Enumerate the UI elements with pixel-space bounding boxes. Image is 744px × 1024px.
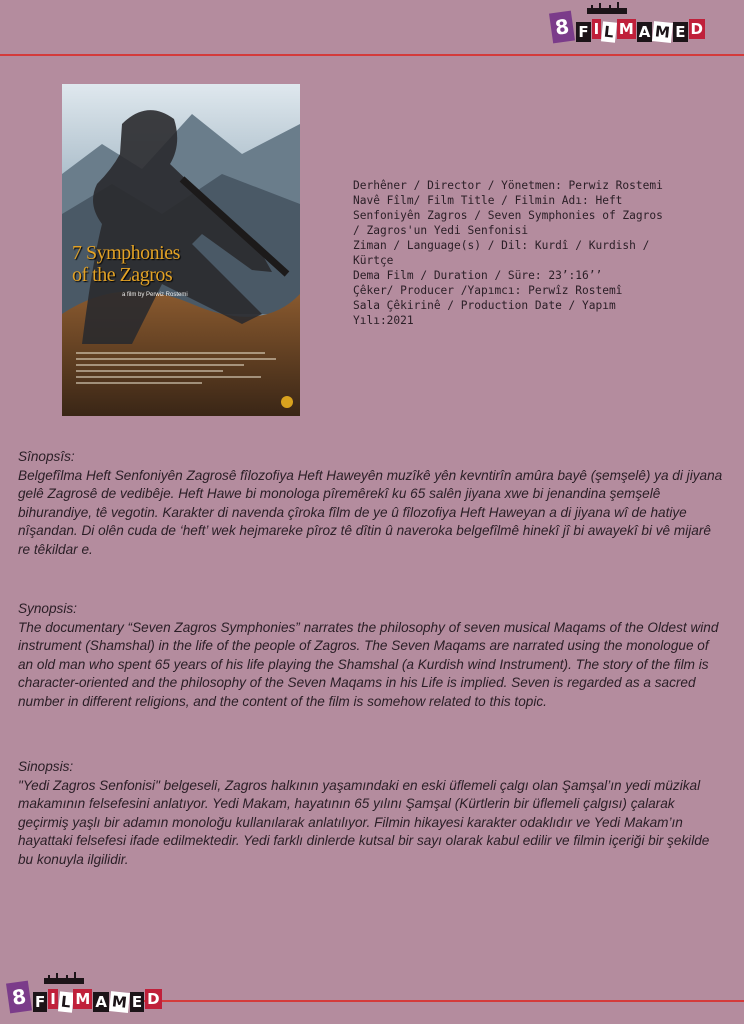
logo-number: 8 — [6, 981, 32, 1014]
synopsis-turkish-heading: Sinopsis: — [18, 759, 74, 774]
synopsis-english-heading: Synopsis: — [18, 601, 77, 616]
castle-icon — [587, 2, 627, 14]
synopsis-kurdish-text: Belgefîlma Heft Senfoniyên Zagrosê fîlozofiya Heft Haweyên muzîkê yên kevntirîn amûra bayê (şemşelê) ya di jiyana gelê Zagrosê de vedibêje. Heft Hawe bi monologa pîremêrekî ku 65 salên jiyana xwe bi jenandina şemşelê bihurandiye, tê vegotin. Karakter di navenda çîroka fîlm de ye û fîlozofiya Heft Haweyan a di jiyana wî de hatiye nîşandan. Di olên cuda de ‘heft’ wek hejmareke pîroz tê dîtin û naveroka belgefîlmê hinekî jî bi awayekî bi vê mijarê re têkildar e. — [18, 467, 723, 557]
poster-subtitle: a film by Perwiz Rostemi — [122, 292, 188, 298]
filmamed-logo-top — [551, 6, 706, 42]
poster-credits — [76, 352, 286, 388]
production-date-line: Sala Çêkirinê / Production Date / Yapım Yılı:2021 — [353, 299, 616, 327]
bottom-divider — [140, 1000, 744, 1002]
synopsis-english-text: The documentary “Seven Zagros Symphonies” narrates the philosophy of seven musical Maqams of the Oldest wind instrument (Shamshal) in the life of the people of Zagros. The Seven Maqams are narrated using the monologue of an old man who spent 65 years of his life playing the Shamshal (a Kurdish wind Instrument). The story of the film is character-oriented and the philosophy of the Seven Maqams in his Life is implied. Seven is regarded as a sacred number in different religions, and the content of the film is somehow related to this topic. — [18, 619, 719, 709]
filmamed-logo-bottom — [8, 976, 163, 1012]
synopsis-turkish — [18, 758, 723, 870]
synopsis-turkish-text: "Yedi Zagros Senfonisi" belgeseli, Zagros halkının yaşamındaki en eski üflemeli çalgı olan Şamşal’ın yedi müzikal makamının felsefesini anlatıyor. Yedi Makam, hayatının 65 yılını Şamşal (Kürtlerin bir üflemeli çalgısı) çalarak geçirmiş yaşlı bir adamın monoloğu kullanılarak anlatılıyor. Filmin hikayesi karakter odaklıdır ve Yedi Makam’ın hayattaki felsefesi ifade edilmektedir. Yedi farklı dinlerde kutsal bir sayı olarak kabul edilir ve filmin içeriği bir şekilde bu konuyla ilgilidir. — [18, 777, 710, 867]
film-poster — [62, 84, 300, 416]
language-line: Ziman / Language(s) / Dil: Kurdî / Kurdish / Kürtçe — [353, 239, 650, 267]
synopsis-kurdish-heading: Sînopsîs: — [18, 449, 75, 464]
director-line: Derhêner / Director / Yönetmen: Perwiz Rostemi — [353, 179, 663, 192]
duration-line: Dema Film / Duration / Süre: 23’:16’’ — [353, 269, 603, 282]
film-title-line: Navê Fîlm/ Film Title / Filmin Adı: Heft Senfoniyên Zagros / Seven Symphonies of Zagros / Zagros'un Yedi Senfonisi — [353, 194, 663, 237]
logo-wordmark: F I L M A M E D — [35, 990, 160, 1012]
producer-line: Çêker/ Producer /Yapımcı: Perwîz Rostemî — [353, 284, 623, 297]
castle-icon — [44, 972, 84, 984]
poster-title: 7 Symphonies of the Zagros — [72, 242, 180, 286]
synopsis-english — [18, 600, 723, 712]
top-divider — [0, 54, 744, 56]
logo-number: 8 — [549, 11, 575, 44]
synopsis-kurdish — [18, 448, 723, 560]
logo-wordmark: F I L M A M E D — [578, 20, 703, 42]
film-metadata — [353, 178, 673, 328]
